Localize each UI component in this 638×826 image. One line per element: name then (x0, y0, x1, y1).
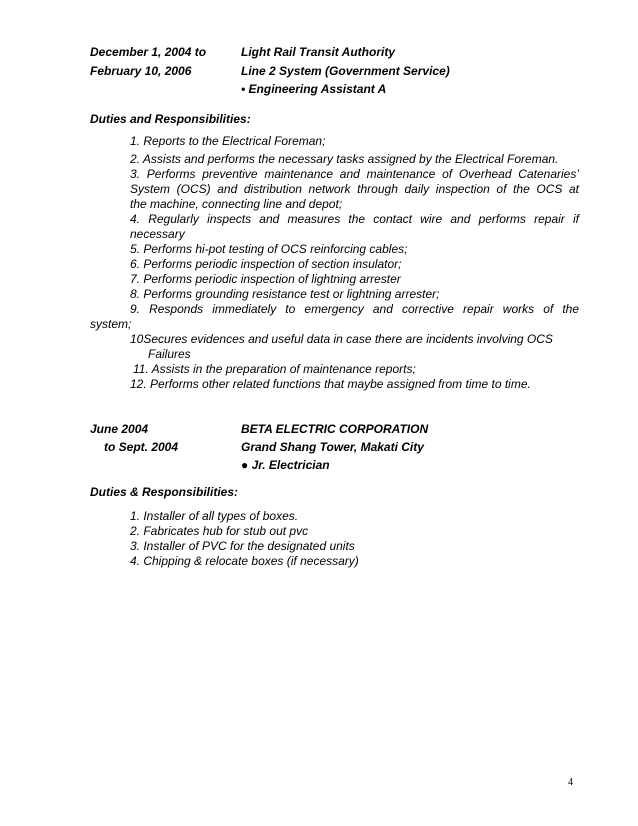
job1-duty-3-line-3: the machine, connecting line and depot; (130, 197, 343, 211)
job2-date-end: to Sept. 2004 (104, 440, 179, 454)
job1-duty-2: 2. Assists and performs the necessary tasks assigned by the Electrical Foreman. (130, 152, 559, 166)
job1-duties-heading: Duties and Responsibilities: (90, 112, 251, 126)
job1-duty-4-line-2: necessary (130, 227, 185, 241)
page-number: 4 (568, 777, 573, 788)
job1-date-end: February 10, 2006 (90, 64, 192, 78)
job2-duty-3: 3. Installer of PVC for the designated units (130, 539, 355, 553)
job1-duty-12: 12. Performs other related functions that maybe assigned from time to time. (130, 377, 531, 391)
job2-position: ● Jr. Electrician (241, 458, 330, 472)
job2-duty-2: 2. Fabricates hub for stub out pvc (130, 524, 309, 538)
job1-duty-9-line-1: 9. Responds immediately to emergency and corrective repair works of the (130, 302, 579, 316)
job1-duty-6: 6. Performs periodic inspection of section insulator; (130, 257, 402, 271)
job2-date-start: June 2004 (90, 422, 149, 436)
job1-duty-5: 5. Performs hi-pot testing of OCS reinforcing cables; (130, 242, 408, 256)
job1-duty-3-line-1: 3. Performs preventive maintenance and maintenance of Overhead Catenaries’ (130, 167, 579, 181)
job1-duty-1: 1. Reports to the Electrical Foreman; (130, 134, 326, 148)
job1-duty-10-line-2: Failures (148, 347, 191, 361)
job1-duty-8: 8. Performs grounding resistance test or lightning arrester; (130, 287, 440, 301)
job2-duty-4: 4. Chipping & relocate boxes (if necessary) (130, 554, 359, 568)
job2-duty-1: 1. Installer of all types of boxes. (130, 509, 299, 523)
job1-duty-9-line-2: system; (90, 317, 132, 331)
job1-division: Line 2 System (Government Service) (241, 64, 450, 78)
job2-location: Grand Shang Tower, Makati City (241, 440, 424, 454)
job1-company: Light Rail Transit Authority (241, 45, 396, 59)
job2-duties-heading: Duties & Responsibilities: (90, 485, 239, 499)
job1-duty-3-line-2: System (OCS) and distribution network through daily inspection of the OCS at (130, 182, 579, 196)
job1-date-start: December 1, 2004 to (90, 45, 207, 59)
job1-duty-7: 7. Performs periodic inspection of lightning arrester (130, 272, 401, 286)
job2-company: BETA ELECTRIC CORPORATION (241, 422, 429, 436)
job1-duty-4-line-1: 4. Regularly inspects and measures the contact wire and performs repair if (130, 212, 579, 226)
job1-duty-10-line-1: 10Secures evidences and useful data in case there are incidents involving OCS (130, 332, 553, 346)
job1-position: • Engineering Assistant A (241, 82, 387, 96)
job1-duty-11: 11. Assists in the preparation of maintenance reports; (133, 362, 416, 376)
